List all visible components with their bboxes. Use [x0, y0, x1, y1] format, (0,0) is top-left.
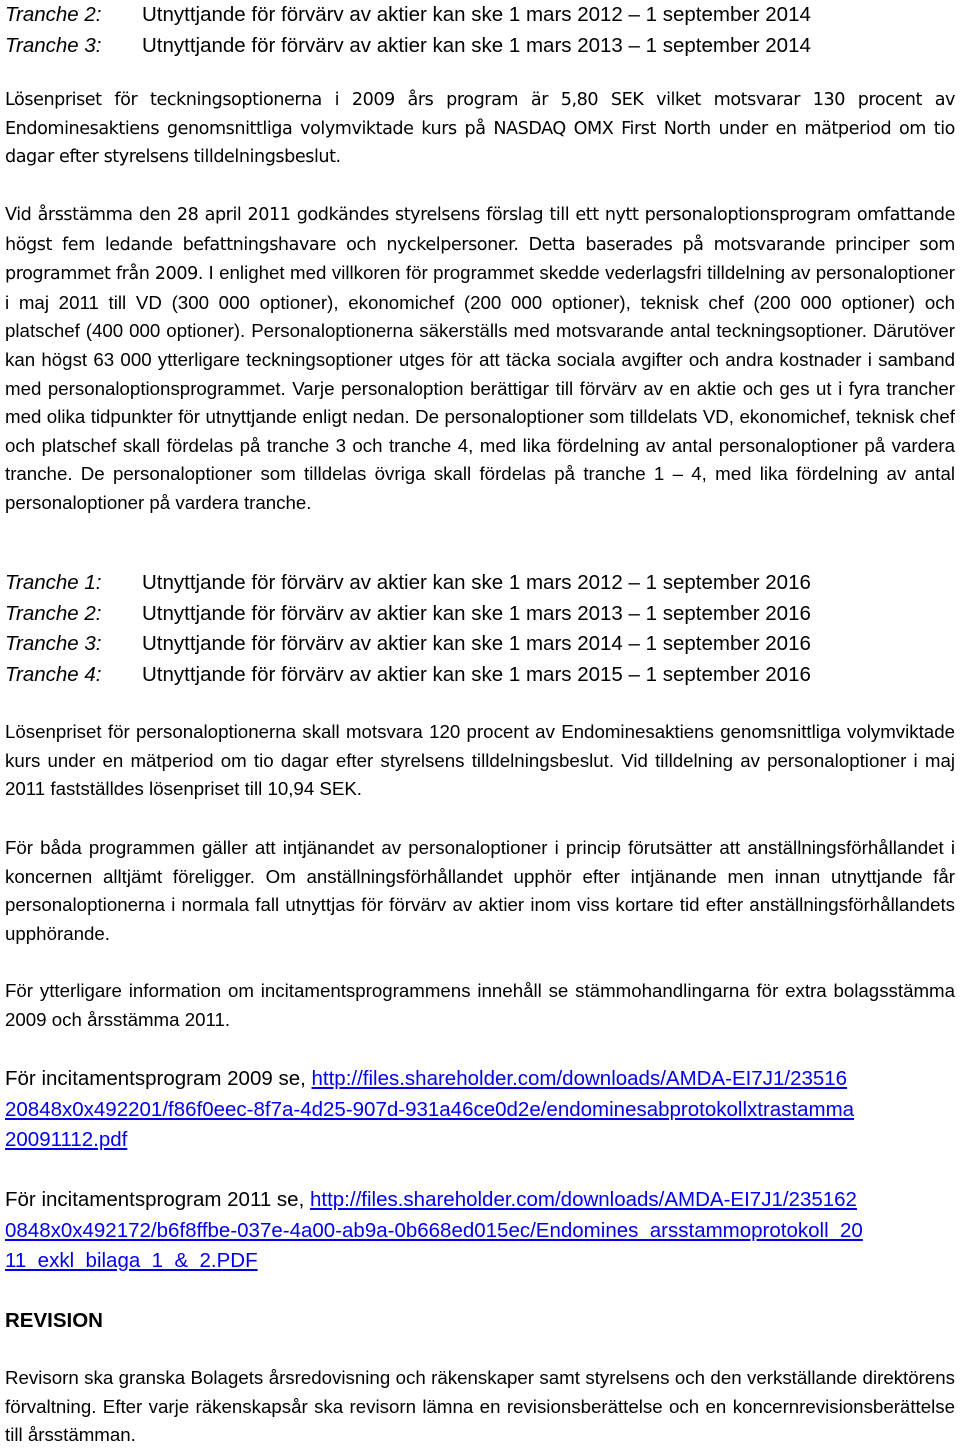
paragraph-vesting: För båda programmen gäller att intjänandet av personaloptioner i princip förutsätter att anställningsförhållandet i koncernen alltjämt föreligger. Om anställningsförhållandet upphör efter intjänande men innan utnyttjande får personaloptionerna i normala fall utnyttjas för förvärv av aktier inom viss kortare tid efter anställningsförhållandets upphörande.: [5, 837, 955, 944]
top-tranche-list: [5, 0, 811, 61]
tranche-text: Utnyttjande för förvärv av aktier kan ske 1 mars 2014 – 1 september 2016: [142, 632, 811, 655]
tranche-row: [5, 660, 811, 691]
tranche-text: Utnyttjande för förvärv av aktier kan ske 1 mars 2012 – 1 september 2016: [142, 571, 811, 594]
tranche-row: [5, 599, 811, 630]
tranche-label: Tranche 3:: [5, 632, 102, 655]
link-prefix: För incitamentsprogram 2009 se,: [5, 1067, 312, 1090]
bottom-tranche-list: [5, 568, 811, 690]
tranche-row: [5, 31, 811, 62]
tranche-text: Utnyttjande för förvärv av aktier kan ske 1 mars 2013 – 1 september 2014: [142, 33, 811, 57]
link-prefix: För incitamentsprogram 2011 se,: [5, 1188, 310, 1211]
paragraph-program-2011: [5, 200, 955, 518]
paragraph-more-info: För ytterligare information om incitamentsprogrammens innehåll se stämmohandlingarna för extra bolagsstämma 2009 och årsstämma 2011.: [5, 980, 955, 1030]
link-paragraph-2011: [5, 1185, 865, 1277]
paragraph-strike-price-2011: Lösenpriset för personaloptionerna skall motsvara 120 procent av Endominesaktiens genomsnittliga volymviktade kurs under en mätperiod om tio dagar efter styrelsens tilldelningsbeslut. Vid tilldelning av personaloptioner i maj 2011 fastställdes lösenpriset till 10,94 SEK.: [5, 721, 955, 800]
protocol-2009-link[interactable]: http://files.shareholder.com/downloads/AMDA-EI7J1/2351620848x0x492201/f86f0eec-8f7a-4d25-907d-931a46ce0d2e/endominesabprotokollxtrastamma20091112.pdf: [5, 1067, 855, 1151]
tranche-text: Utnyttjande för förvärv av aktier kan ske 1 mars 2012 – 1 september 2014: [142, 3, 811, 26]
link-paragraph-2009: [5, 1064, 855, 1156]
revision-paragraph: Revisorn ska granska Bolagets årsredovisning och räkenskaper samt styrelsens och den verkställande direktörens förvaltning. Efter varje räkenskapsår ska revisorn lämna en revisionsberättelse och en koncernrevisionsberättelse till årsstämman.: [5, 1367, 955, 1446]
tranche-label: Tranche 2:: [5, 601, 102, 625]
tranche-row: [5, 629, 811, 660]
protocol-2011-link[interactable]: http://files.shareholder.com/downloads/AMDA-EI7J1/2351620848x0x492172/b6f8ffbe-037e-4a00-ab9a-0b668ed015ec/Endomines_arsstammoprotokoll_2011_exkl_bilaga_1_&_2.PDF: [5, 1188, 863, 1272]
tranche-text: Utnyttjande för förvärv av aktier kan ske 1 mars 2013 – 1 september 2016: [142, 601, 811, 625]
tranche-label: Tranche 2:: [5, 3, 102, 26]
tranche-label: Tranche 1:: [5, 571, 102, 594]
tranche-row: [5, 0, 811, 31]
revision-heading: REVISION: [5, 1309, 103, 1332]
tranche-text: Utnyttjande för förvärv av aktier kan ske 1 mars 2015 – 1 september 2016: [142, 662, 811, 686]
paragraph-program-2011-intro: Vid årsstämma den 28 april 2011 godkändes styrelsens förslag till ett nytt personaloptionsprogram omfattande högst fem ledande befattningshavare och nyckelpersoner. Detta baserades på motsvarande principer som programmet från 2009.: [5, 205, 955, 285]
tranche-label: Tranche 4:: [5, 662, 102, 686]
paragraph-strike-price-2009: Lösenpriset för teckningsoptionerna i 2009 års program är 5,80 SEK vilket motsvarar 130 procent av Endominesaktiens genomsnittliga volymviktade kurs på NASDAQ OMX First North under en mätperiod om tio dagar efter styrelsens tilldelningsbeslut.: [5, 90, 955, 168]
paragraph-program-2011-details: I enlighet med villkoren för programmet skedde vederlagsfri tilldelning av personaloptioner i maj 2011 till VD (300 000 optioner), ekonomichef (200 000 optioner), teknisk chef (200 000 optioner) och platschef (400 000 optioner). Personaloptionerna säkerställs med motsvarande antal teckningsoptioner. Därutöver kan högst 63 000 ytterligare teckningsoptioner utges för att täcka sociala avgifter och andra kostnader i samband med personaloptionsprogrammet. Varje personaloption berättigar till förvärv av en aktie och ges ut i fyra trancher med olika tidpunkter för utnyttjande enligt nedan. De personaloptioner som tilldelats VD, ekonomichef, teknisk chef och platschef skall fördelas på tranche 3 och tranche 4, med lika fördelning av antal personaloptioner på vardera tranche. De personaloptioner som tilldelas övriga skall fördelas på tranche 1 – 4, med lika fördelning av antal personaloptioner på vardera tranche.: [5, 262, 955, 513]
tranche-label: Tranche 3:: [5, 33, 102, 57]
tranche-row: [5, 568, 811, 599]
